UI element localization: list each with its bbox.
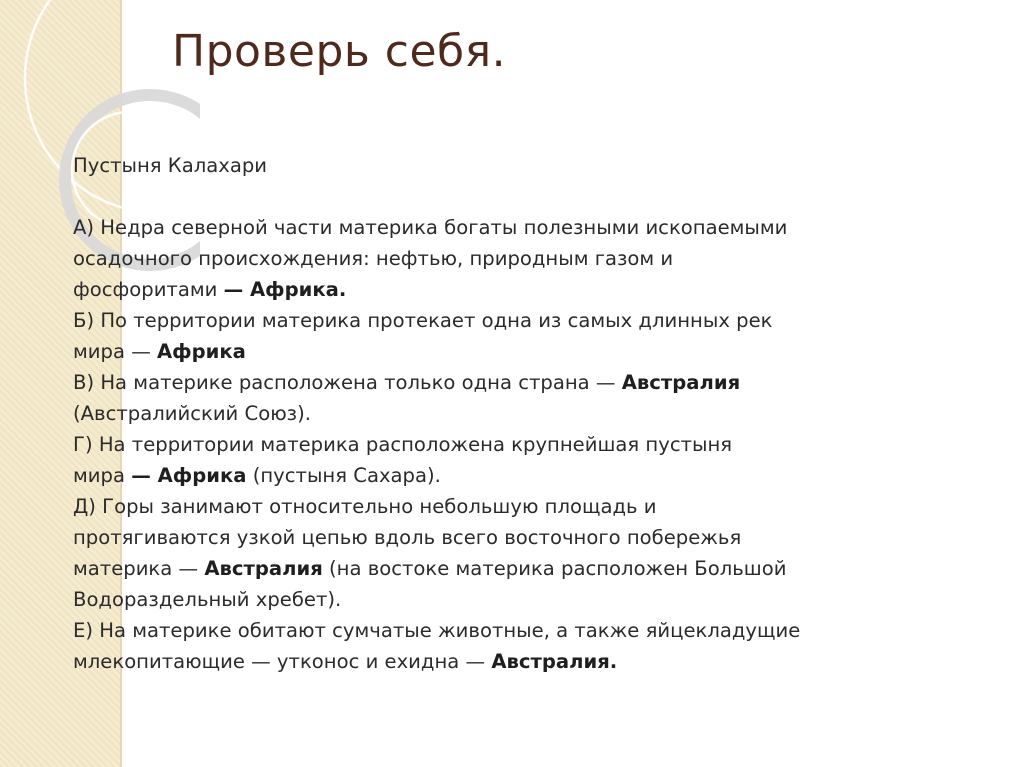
item-v-line-2: (Австралийский Союз).: [73, 402, 311, 425]
item-b-text: мира —: [73, 340, 158, 363]
item-e-text: млекопитающие — утконос и ехидна —: [73, 650, 492, 673]
item-g-answer: — Африка: [131, 464, 247, 487]
item-d-line-1: Д) Горы занимают относительно небольшую площадь и: [73, 495, 657, 518]
item-g-tail: (пустыня Сахара).: [246, 464, 441, 487]
spacer: [73, 181, 873, 212]
item-d-line-4: Водораздельный хребет).: [73, 588, 342, 611]
item-g-line-1: Г) На территории материка расположена крупнейшая пустыня: [73, 433, 733, 456]
item-g-text: мира: [73, 464, 132, 487]
item-v-text: В) На материке расположена только одна страна —: [73, 371, 622, 394]
item-a-text: фосфоритами: [73, 278, 224, 301]
item-b-line-1: Б) По территории материка протекает одна из самых длинных рек: [73, 309, 773, 332]
item-d-answer: Австралия: [204, 557, 323, 580]
item-d-tail: (на востоке материка расположен Большой: [322, 557, 787, 580]
item-a-line-1: А) Недра северной части материка богаты полезными ископаемыми: [73, 216, 788, 239]
item-d-line-3: [73, 553, 873, 584]
item-e-answer: Австралия.: [491, 650, 618, 673]
item-g-line-2: [73, 460, 873, 491]
item-v-answer: Австралия: [621, 371, 741, 394]
item-d-text: материка —: [73, 557, 205, 580]
item-a-line-3: [73, 274, 873, 305]
item-e-line-1: Е) На материке обитают сумчатые животные, а также яйцекладущие: [73, 619, 801, 642]
item-b-answer: Африка: [157, 340, 246, 363]
item-b-line-2: [73, 336, 873, 367]
item-a-line-2: осадочного происхождения: нефтью, природным газом и: [73, 247, 674, 270]
item-d-line-2: протягиваются узкой цепью вдоль всего восточного побережья: [73, 526, 742, 549]
content-body: [73, 150, 873, 677]
item-e-line-2: [73, 646, 873, 677]
item-a-answer: — Африка.: [223, 278, 347, 301]
subtitle: Пустыня Калахари: [73, 154, 268, 177]
item-v-line-1: [73, 367, 873, 398]
page-title: Проверь себя.: [172, 26, 507, 77]
